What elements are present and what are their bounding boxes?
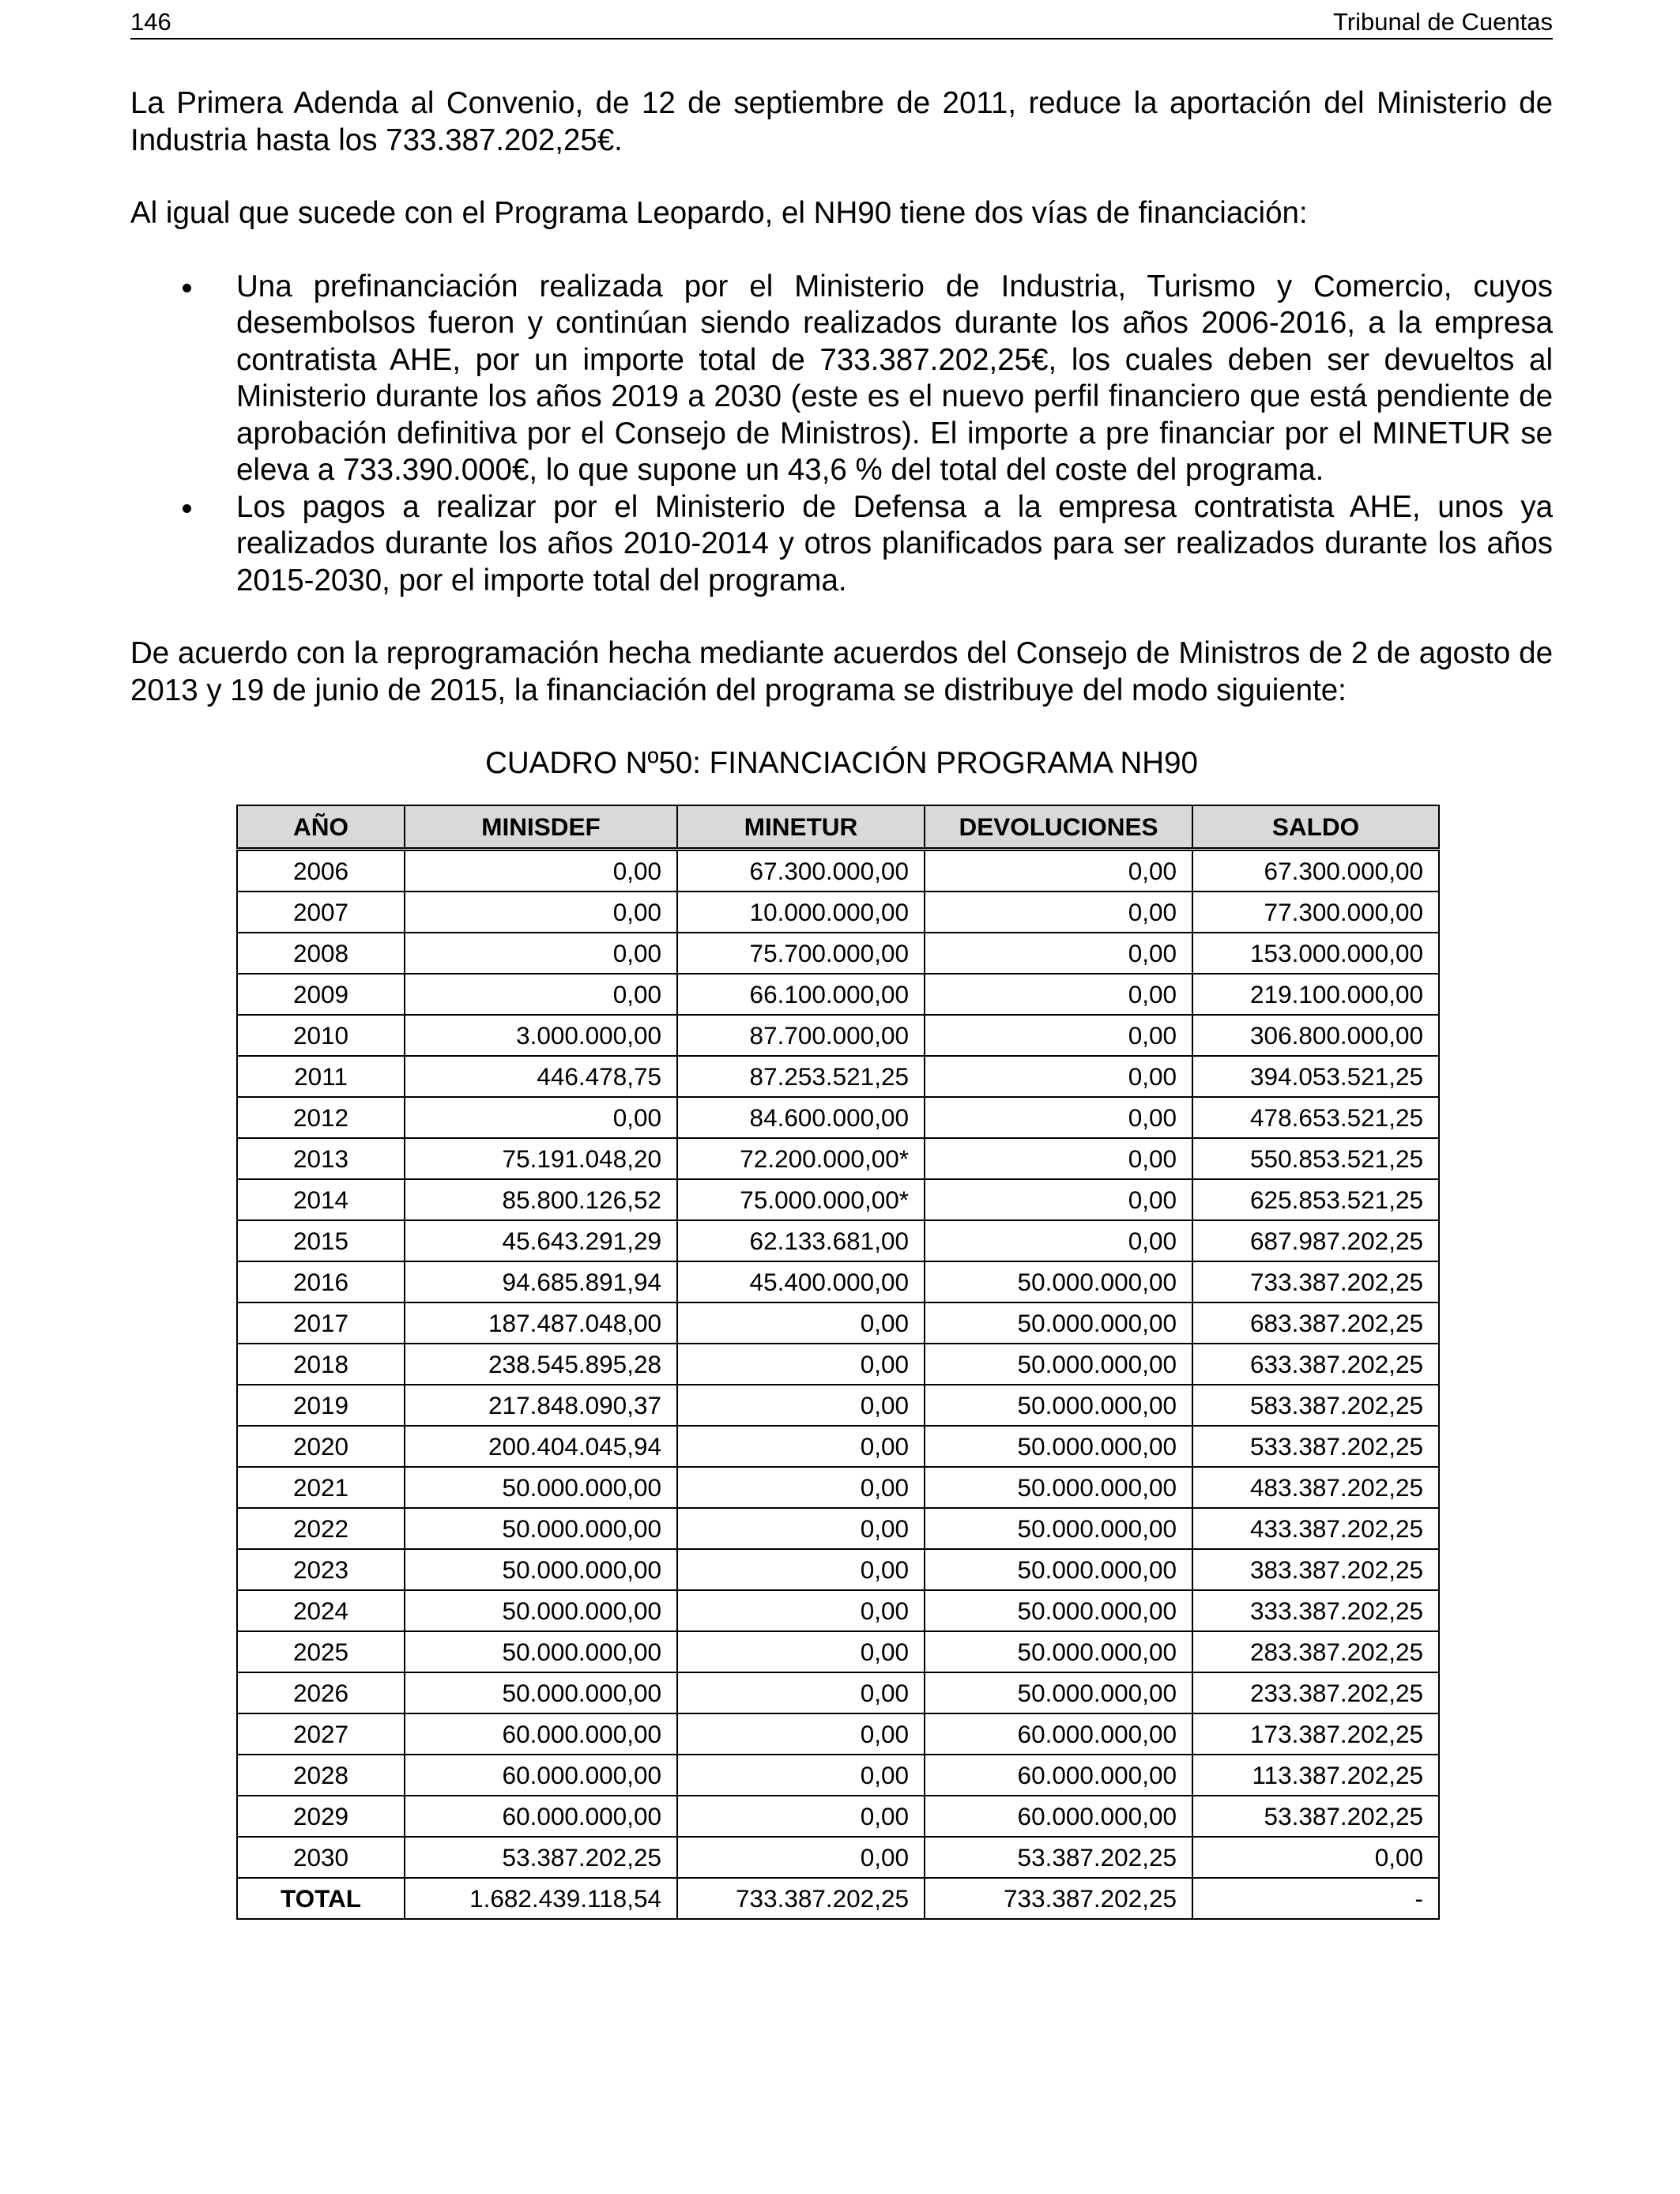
table-row	[237, 1138, 1439, 1179]
cell-year: 2015	[237, 1220, 405, 1261]
cell-devoluciones: 0,00	[925, 933, 1192, 974]
cell-saldo: 633.387.202,25	[1192, 1344, 1439, 1385]
financing-bullet-list	[130, 269, 1553, 600]
cell-year: 2016	[237, 1261, 405, 1302]
cell-minetur: 0,00	[677, 1837, 925, 1878]
bullet-text: Los pagos a realizar por el Ministerio de Defensa a la empresa contratista AHE, unos ya realizados durante los años 2010-2014 y otros planificados para ser realizados durante los años 2015-2030, por el importe total del programa.	[236, 489, 1553, 598]
cell-minisdef: 60.000.000,00	[405, 1713, 677, 1755]
cell-minisdef: 238.545.895,28	[405, 1344, 677, 1385]
page-number: 146	[130, 8, 171, 36]
cell-devoluciones: 60.000.000,00	[925, 1796, 1192, 1837]
header-organization: Tribunal de Cuentas	[1332, 8, 1553, 36]
cell-year: 2030	[237, 1837, 405, 1878]
cell-devoluciones: 60.000.000,00	[925, 1713, 1192, 1755]
cell-devoluciones: 50.000.000,00	[925, 1672, 1192, 1713]
table-row	[237, 1631, 1439, 1672]
cell-devoluciones: 50.000.000,00	[925, 1590, 1192, 1631]
cell-devoluciones: 0,00	[925, 1015, 1192, 1056]
cell-year: 2007	[237, 892, 405, 933]
table-row	[237, 974, 1439, 1015]
cell-devoluciones: 50.000.000,00	[925, 1426, 1192, 1467]
cell-minetur: 0,00	[677, 1344, 925, 1385]
cell-year: 2012	[237, 1097, 405, 1138]
paragraph-financing-intro: Al igual que sucede con el Programa Leopardo, el NH90 tiene dos vías de financiación:	[130, 196, 1308, 230]
document-body	[130, 85, 1553, 1920]
cell-saldo: 583.387.202,25	[1192, 1385, 1439, 1426]
total-minetur: 733.387.202,25	[677, 1878, 925, 1919]
cell-minetur: 66.100.000,00	[677, 974, 925, 1015]
cell-saldo: 683.387.202,25	[1192, 1302, 1439, 1344]
financing-table	[236, 805, 1440, 1920]
cell-minisdef: 200.404.045,94	[405, 1426, 677, 1467]
cell-saldo: 333.387.202,25	[1192, 1590, 1439, 1631]
table-row	[237, 1796, 1439, 1837]
cell-year: 2024	[237, 1590, 405, 1631]
cell-minisdef: 53.387.202,25	[405, 1837, 677, 1878]
cell-minetur: 0,00	[677, 1631, 925, 1672]
table-row	[237, 1179, 1439, 1220]
cell-year: 2019	[237, 1385, 405, 1426]
cell-year: 2018	[237, 1344, 405, 1385]
cell-year: 2025	[237, 1631, 405, 1672]
cell-minisdef: 60.000.000,00	[405, 1796, 677, 1837]
cell-minisdef: 75.191.048,20	[405, 1138, 677, 1179]
table-row	[237, 1056, 1439, 1097]
cell-year: 2014	[237, 1179, 405, 1220]
cell-minetur: 10.000.000,00	[677, 892, 925, 933]
cell-minetur: 0,00	[677, 1467, 925, 1508]
cell-saldo: 113.387.202,25	[1192, 1755, 1439, 1796]
cell-saldo: 433.387.202,25	[1192, 1508, 1439, 1549]
cell-minisdef: 0,00	[405, 849, 677, 892]
cell-saldo: 483.387.202,25	[1192, 1467, 1439, 1508]
cell-minisdef: 3.000.000,00	[405, 1015, 677, 1056]
cell-minetur: 87.700.000,00	[677, 1015, 925, 1056]
table-row	[237, 1467, 1439, 1508]
cell-minisdef: 0,00	[405, 892, 677, 933]
cell-devoluciones: 53.387.202,25	[925, 1837, 1192, 1878]
cell-devoluciones: 50.000.000,00	[925, 1508, 1192, 1549]
cell-minetur: 72.200.000,00*	[677, 1138, 925, 1179]
cell-minetur: 75.000.000,00*	[677, 1179, 925, 1220]
total-label: TOTAL	[237, 1878, 405, 1919]
cell-minetur: 45.400.000,00	[677, 1261, 925, 1302]
table-row	[237, 933, 1439, 974]
cell-saldo: 533.387.202,25	[1192, 1426, 1439, 1467]
cell-year: 2020	[237, 1426, 405, 1467]
total-devoluciones: 733.387.202,25	[925, 1878, 1192, 1919]
table-row	[237, 892, 1439, 933]
cell-minetur: 0,00	[677, 1385, 925, 1426]
bullet-icon	[183, 504, 191, 513]
cell-minetur: 84.600.000,00	[677, 1097, 925, 1138]
cell-devoluciones: 50.000.000,00	[925, 1261, 1192, 1302]
cell-minetur: 0,00	[677, 1672, 925, 1713]
cell-minisdef: 0,00	[405, 974, 677, 1015]
cell-devoluciones: 0,00	[925, 1056, 1192, 1097]
table-row	[237, 1344, 1439, 1385]
cell-saldo: 173.387.202,25	[1192, 1713, 1439, 1755]
table-total-row	[237, 1878, 1439, 1919]
table-row	[237, 849, 1439, 892]
cell-minetur: 0,00	[677, 1549, 925, 1590]
cell-saldo: 53.387.202,25	[1192, 1796, 1439, 1837]
cell-devoluciones: 60.000.000,00	[925, 1755, 1192, 1796]
cell-saldo: 233.387.202,25	[1192, 1672, 1439, 1713]
cell-devoluciones: 0,00	[925, 1138, 1192, 1179]
cell-minetur: 0,00	[677, 1755, 925, 1796]
page-header	[130, 5, 1553, 40]
cell-year: 2017	[237, 1302, 405, 1344]
table-row	[237, 1672, 1439, 1713]
cell-minisdef: 50.000.000,00	[405, 1590, 677, 1631]
cell-year: 2010	[237, 1015, 405, 1056]
cell-saldo: 77.300.000,00	[1192, 892, 1439, 933]
total-minisdef: 1.682.439.118,54	[405, 1878, 677, 1919]
cell-devoluciones: 0,00	[925, 1179, 1192, 1220]
cell-minetur: 67.300.000,00	[677, 849, 925, 892]
bullet-item	[130, 489, 1553, 600]
cell-minisdef: 446.478,75	[405, 1056, 677, 1097]
bullet-icon	[183, 284, 191, 292]
cell-devoluciones: 50.000.000,00	[925, 1344, 1192, 1385]
cell-saldo: 625.853.521,25	[1192, 1179, 1439, 1220]
cell-minetur: 75.700.000,00	[677, 933, 925, 974]
cell-year: 2008	[237, 933, 405, 974]
cell-devoluciones: 0,00	[925, 892, 1192, 933]
cell-year: 2029	[237, 1796, 405, 1837]
table-header-row	[237, 805, 1439, 850]
cell-year: 2026	[237, 1672, 405, 1713]
cell-year: 2011	[237, 1056, 405, 1097]
cell-minisdef: 60.000.000,00	[405, 1755, 677, 1796]
table-row	[237, 1220, 1439, 1261]
cell-saldo: 283.387.202,25	[1192, 1631, 1439, 1672]
table-row	[237, 1549, 1439, 1590]
table-row	[237, 1261, 1439, 1302]
cell-devoluciones: 50.000.000,00	[925, 1631, 1192, 1672]
cell-year: 2013	[237, 1138, 405, 1179]
cell-saldo: 394.053.521,25	[1192, 1056, 1439, 1097]
cell-minisdef: 50.000.000,00	[405, 1508, 677, 1549]
table-row	[237, 1508, 1439, 1549]
cell-minisdef: 0,00	[405, 933, 677, 974]
cell-devoluciones: 0,00	[925, 1220, 1192, 1261]
cell-devoluciones: 50.000.000,00	[925, 1549, 1192, 1590]
cell-minetur: 0,00	[677, 1302, 925, 1344]
table-row	[237, 1426, 1439, 1467]
cell-year: 2006	[237, 849, 405, 892]
cell-minisdef: 94.685.891,94	[405, 1261, 677, 1302]
table-row	[237, 1097, 1439, 1138]
cell-minisdef: 45.643.291,29	[405, 1220, 677, 1261]
column-header-devoluciones: DEVOLUCIONES	[925, 805, 1192, 850]
cell-minetur: 0,00	[677, 1796, 925, 1837]
cell-minisdef: 50.000.000,00	[405, 1631, 677, 1672]
cell-minetur: 0,00	[677, 1713, 925, 1755]
column-header-minetur: MINETUR	[677, 805, 925, 850]
cell-saldo: 550.853.521,25	[1192, 1138, 1439, 1179]
cell-minisdef: 187.487.048,00	[405, 1302, 677, 1344]
cell-year: 2027	[237, 1713, 405, 1755]
paragraph-reprogramming: De acuerdo con la reprogramación hecha mediante acuerdos del Consejo de Ministros de 2 de agosto de 2013 y 19 de junio de 2015, la financiación del programa se distribuye del modo siguiente:	[130, 636, 1553, 707]
cell-saldo: 733.387.202,25	[1192, 1261, 1439, 1302]
cell-saldo: 219.100.000,00	[1192, 974, 1439, 1015]
table-row	[237, 1755, 1439, 1796]
column-header-saldo: SALDO	[1192, 805, 1439, 850]
table-title: CUADRO Nº50: FINANCIACIÓN PROGRAMA NH90	[485, 746, 1198, 780]
cell-minisdef: 0,00	[405, 1097, 677, 1138]
cell-devoluciones: 50.000.000,00	[925, 1467, 1192, 1508]
table-body	[237, 849, 1439, 1919]
cell-saldo: 153.000.000,00	[1192, 933, 1439, 974]
table-row	[237, 1713, 1439, 1755]
cell-devoluciones: 50.000.000,00	[925, 1385, 1192, 1426]
cell-saldo: 383.387.202,25	[1192, 1549, 1439, 1590]
cell-minetur: 0,00	[677, 1426, 925, 1467]
cell-saldo: 67.300.000,00	[1192, 849, 1439, 892]
cell-devoluciones: 0,00	[925, 1097, 1192, 1138]
cell-devoluciones: 0,00	[925, 849, 1192, 892]
cell-year: 2009	[237, 974, 405, 1015]
cell-year: 2021	[237, 1467, 405, 1508]
bullet-text: Una prefinanciación realizada por el Ministerio de Industria, Turismo y Comercio, cuyos desembolsos fueron y continúan siendo realizados durante los años 2006-2016, a la empresa contratista AHE, por un importe total de 733.387.202,25€, los cuales deben ser devueltos al Ministerio durante los años 2019 a 2030 (este es el nuevo perfil financiero que está pendiente de aprobación definitiva por el Consejo de Ministros). El importe a pre financiar por el MINETUR se eleva a 733.390.000€, lo que supone un 43,6 % del total del coste del programa.	[236, 269, 1553, 487]
paragraph-adenda: La Primera Adenda al Convenio, de 12 de septiembre de 2011, reduce la aportación del Ministerio de Industria hasta los 733.387.202,25€.	[130, 86, 1553, 157]
table-row	[237, 1385, 1439, 1426]
column-header-minisdef: MINISDEF	[405, 805, 677, 850]
cell-minisdef: 217.848.090,37	[405, 1385, 677, 1426]
cell-devoluciones: 50.000.000,00	[925, 1302, 1192, 1344]
table-row	[237, 1590, 1439, 1631]
cell-minisdef: 85.800.126,52	[405, 1179, 677, 1220]
column-header-year: AÑO	[237, 805, 405, 850]
bullet-item	[130, 269, 1553, 489]
cell-minisdef: 50.000.000,00	[405, 1549, 677, 1590]
cell-minisdef: 50.000.000,00	[405, 1672, 677, 1713]
cell-saldo: 478.653.521,25	[1192, 1097, 1439, 1138]
cell-year: 2022	[237, 1508, 405, 1549]
table-row	[237, 1015, 1439, 1056]
table-row	[237, 1837, 1439, 1878]
cell-minetur: 0,00	[677, 1508, 925, 1549]
cell-minisdef: 50.000.000,00	[405, 1467, 677, 1508]
cell-year: 2023	[237, 1549, 405, 1590]
total-saldo: -	[1192, 1878, 1439, 1919]
cell-devoluciones: 0,00	[925, 974, 1192, 1015]
cell-minetur: 87.253.521,25	[677, 1056, 925, 1097]
cell-minetur: 0,00	[677, 1590, 925, 1631]
cell-saldo: 687.987.202,25	[1192, 1220, 1439, 1261]
table-row	[237, 1302, 1439, 1344]
cell-minetur: 62.133.681,00	[677, 1220, 925, 1261]
cell-saldo: 0,00	[1192, 1837, 1439, 1878]
cell-year: 2028	[237, 1755, 405, 1796]
cell-saldo: 306.800.000,00	[1192, 1015, 1439, 1056]
